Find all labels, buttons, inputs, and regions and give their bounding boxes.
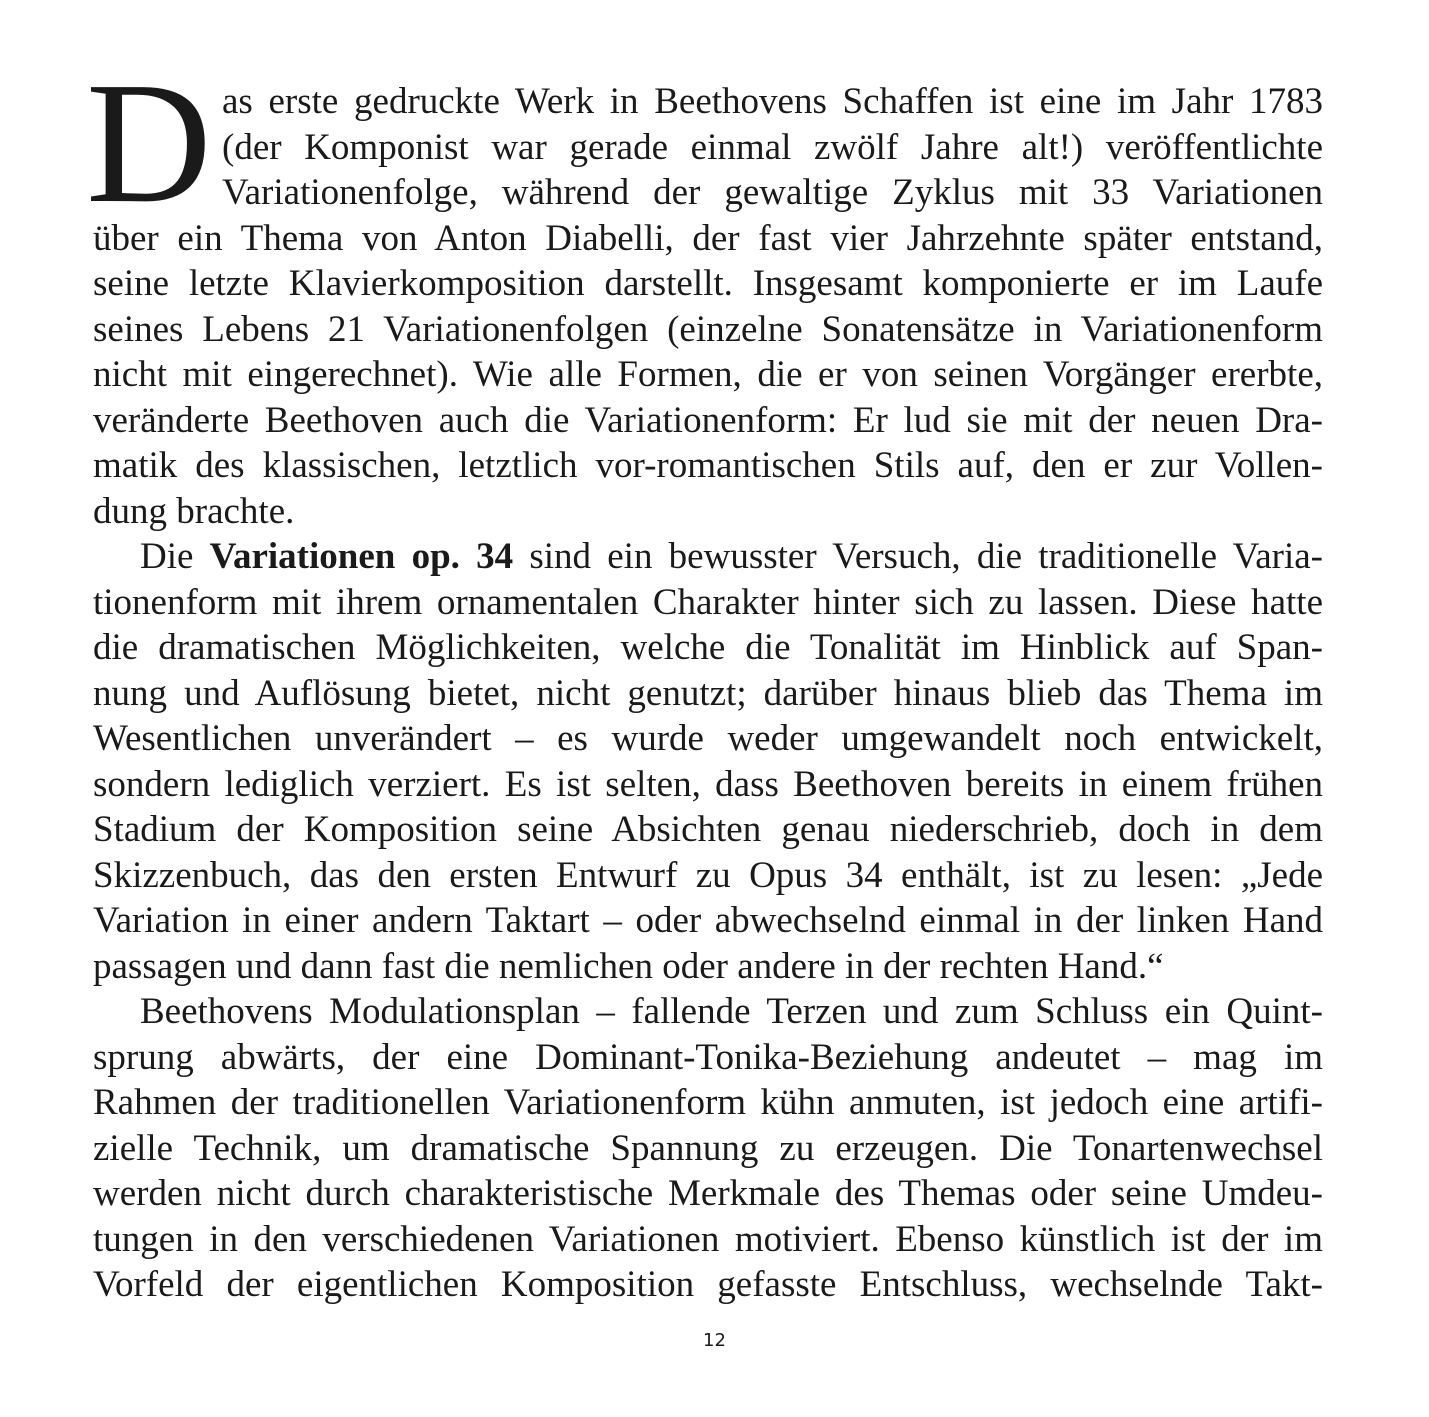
text-line: tionenform mit ihrem ornamentalen Charakter hinter sich zu lassen. Diese hatte <box>93 582 1323 623</box>
text-line: sprung abwärts, der eine Dominant-Tonika-Beziehung andeutet – mag im <box>93 1037 1323 1078</box>
drop-cap: D <box>86 46 212 239</box>
text-line: as erste gedruckte Werk in Beethovens Schaffen ist eine im Jahr 1783 <box>222 81 1323 122</box>
text-run: Die <box>140 536 210 577</box>
text-line: tungen in den verschiedenen Variationen motiviert. Ebenso künstlich ist der im <box>93 1219 1323 1260</box>
text-line: Skizzenbuch, das den ersten Entwurf zu Opus 34 enthält, ist zu lesen: „Jede <box>93 855 1323 896</box>
text-line: Beethovens Modulationsplan – fallende Terzen und zum Schluss ein Quint- <box>140 991 1323 1032</box>
text-line: nung und Auflösung bietet, nicht genutzt; darüber hinaus blieb das Thema im <box>93 673 1323 714</box>
text-line: die dramatischen Möglichkeiten, welche die Tonalität im Hinblick auf Span- <box>93 627 1323 668</box>
text-line: werden nicht durch charakteristische Merkmale des Themas oder seine Umdeu- <box>93 1173 1323 1214</box>
text-line: Vorfeld der eigentlichen Komposition gefasste Entschluss, wechselnde Takt- <box>93 1264 1323 1305</box>
text-line: matik des klassischen, letztlich vor-romantischen Stils auf, den er zur Vollen- <box>93 445 1323 486</box>
text-run: sind ein bewusster Versuch, die traditionelle Varia- <box>513 536 1323 577</box>
text-line: veränderte Beethoven auch die Variationenform: Er lud sie mit der neuen Dra- <box>93 400 1323 441</box>
text-line: zielle Technik, um dramatische Spannung zu erzeugen. Die Tonartenwechsel <box>93 1128 1323 1169</box>
text-line: passagen und dann fast die nemlichen oder andere in der rechten Hand.“ <box>93 946 1164 987</box>
text-line: Wesentlichen unverändert – es wurde weder umgewandelt noch entwickelt, <box>93 718 1323 759</box>
text-line: (der Komponist war gerade einmal zwölf Jahre alt!) veröffentlichte <box>222 127 1323 168</box>
text-line: seine letzte Klavierkomposition darstellt. Insgesamt komponierte er im Laufe <box>93 263 1323 304</box>
text-line: seines Lebens 21 Variationenfolgen (einzelne Sonatensätze in Variationenform <box>93 309 1323 350</box>
text-line: über ein Thema von Anton Diabelli, der fast vier Jahrzehnte später entstand, <box>93 218 1323 259</box>
work-title: Variationen op. 34 <box>209 536 514 577</box>
text-line: dung brachte. <box>93 491 295 532</box>
text-line: Stadium der Komposition seine Absichten genau niederschrieb, doch in dem <box>93 809 1323 850</box>
text-line: Variationenfolge, während der gewaltige Zyklus mit 33 Variationen <box>222 172 1323 213</box>
page-number: 12 <box>703 1330 726 1351</box>
text-line: Rahmen der traditionellen Variationenform kühn anmuten, ist jedoch eine artifi- <box>93 1082 1323 1123</box>
text-line: Variation in einer andern Taktart – oder abwechselnd einmal in der linken Hand <box>93 900 1323 941</box>
text-line <box>140 534 1323 579</box>
text-line: sondern lediglich verziert. Es ist selten, dass Beethoven bereits in einem frühen <box>93 764 1323 805</box>
text-line: nicht mit eingerechnet). Wie alle Formen, die er von seinen Vorgänger ererbte, <box>93 354 1323 395</box>
